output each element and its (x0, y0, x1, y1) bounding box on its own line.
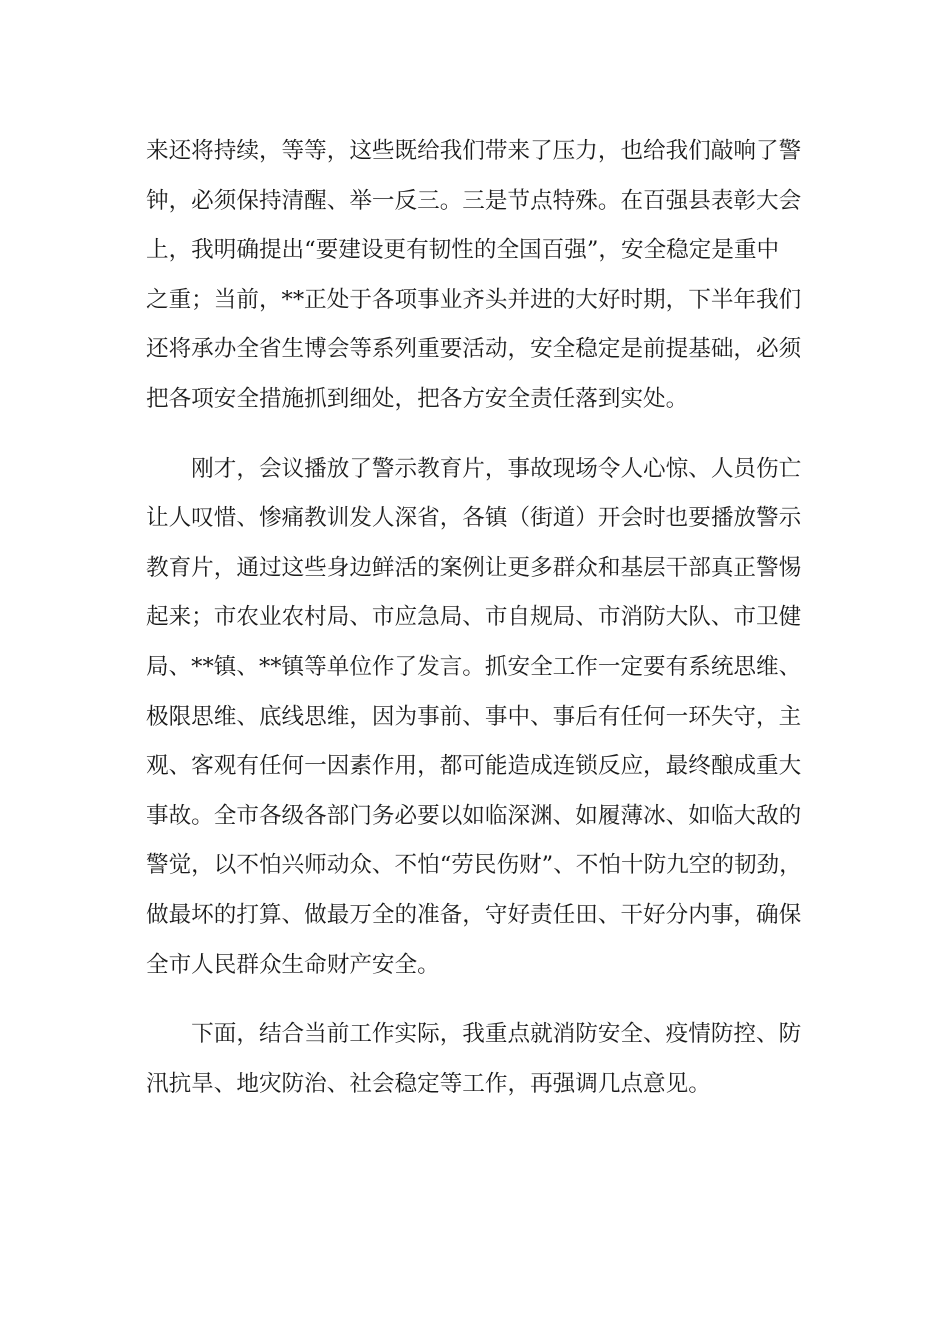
text-line: 教育片，通过这些身边鲜活的案例让更多群众和基层干部真正警惕 (146, 554, 802, 581)
text-line: 刚才，会议播放了警示教育片，事故现场令人心惊、人员伤亡 (146, 455, 802, 482)
text-line: 做最坏的打算、做最万全的准备，守好责任田、干好分内事，确保 (146, 901, 802, 928)
text-line: 警觉，以不怕兴师动众、不怕“劳民伤财”、不怕十防九空的韧劲， (146, 852, 802, 879)
text-line: 把各项安全措施抓到细处，把各方安全责任落到实处。 (146, 385, 689, 412)
text-line: 钟，必须保持清醒、举一反三。三是节点特殊。在百强县表彰大会 (146, 187, 802, 214)
text-line: 汛抗旱、地灾防治、社会稳定等工作，再强调几点意见。 (146, 1070, 711, 1097)
text-line: 上，我明确提出“要建设更有韧性的全国百强”，安全稳定是重中 (146, 237, 780, 264)
text-line: 起来；市农业农村局、市应急局、市自规局、市消防大队、市卫健 (146, 604, 802, 631)
text-line: 全市人民群众生命财产安全。 (146, 951, 440, 978)
text-line: 事故。全市各级各部门务必要以如临深渊、如履薄冰、如临大敌的 (146, 802, 802, 829)
text-line: 之重；当前，**正处于各项事业齐头并进的大好时期，下半年我们 (146, 286, 802, 313)
text-line: 来还将持续，等等，这些既给我们带来了压力，也给我们敲响了警 (146, 138, 802, 164)
text-line: 还将承办全省生博会等系列重要活动，安全稳定是前提基础，必须 (146, 336, 802, 363)
paragraph-1 (146, 127, 806, 425)
text-line: 让人叹惜、惨痛教训发人深省，各镇（街道）开会时也要播放警示 (146, 505, 802, 532)
document-body (146, 127, 806, 1129)
text-line: 下面，结合当前工作实际，我重点就消防安全、疫情防控、防 (146, 1021, 802, 1048)
text-line: 局、**镇、**镇等单位作了发言。抓安全工作一定要有系统思维、 (146, 653, 802, 680)
paragraph-3 (146, 1010, 806, 1109)
text-line: 极限思维、底线思维，因为事前、事中、事后有任何一环失守，主 (146, 703, 802, 730)
paragraph-2 (146, 445, 806, 991)
text-line: 观、客观有任何一因素作用，都可能造成连锁反应，最终酿成重大 (146, 753, 802, 780)
